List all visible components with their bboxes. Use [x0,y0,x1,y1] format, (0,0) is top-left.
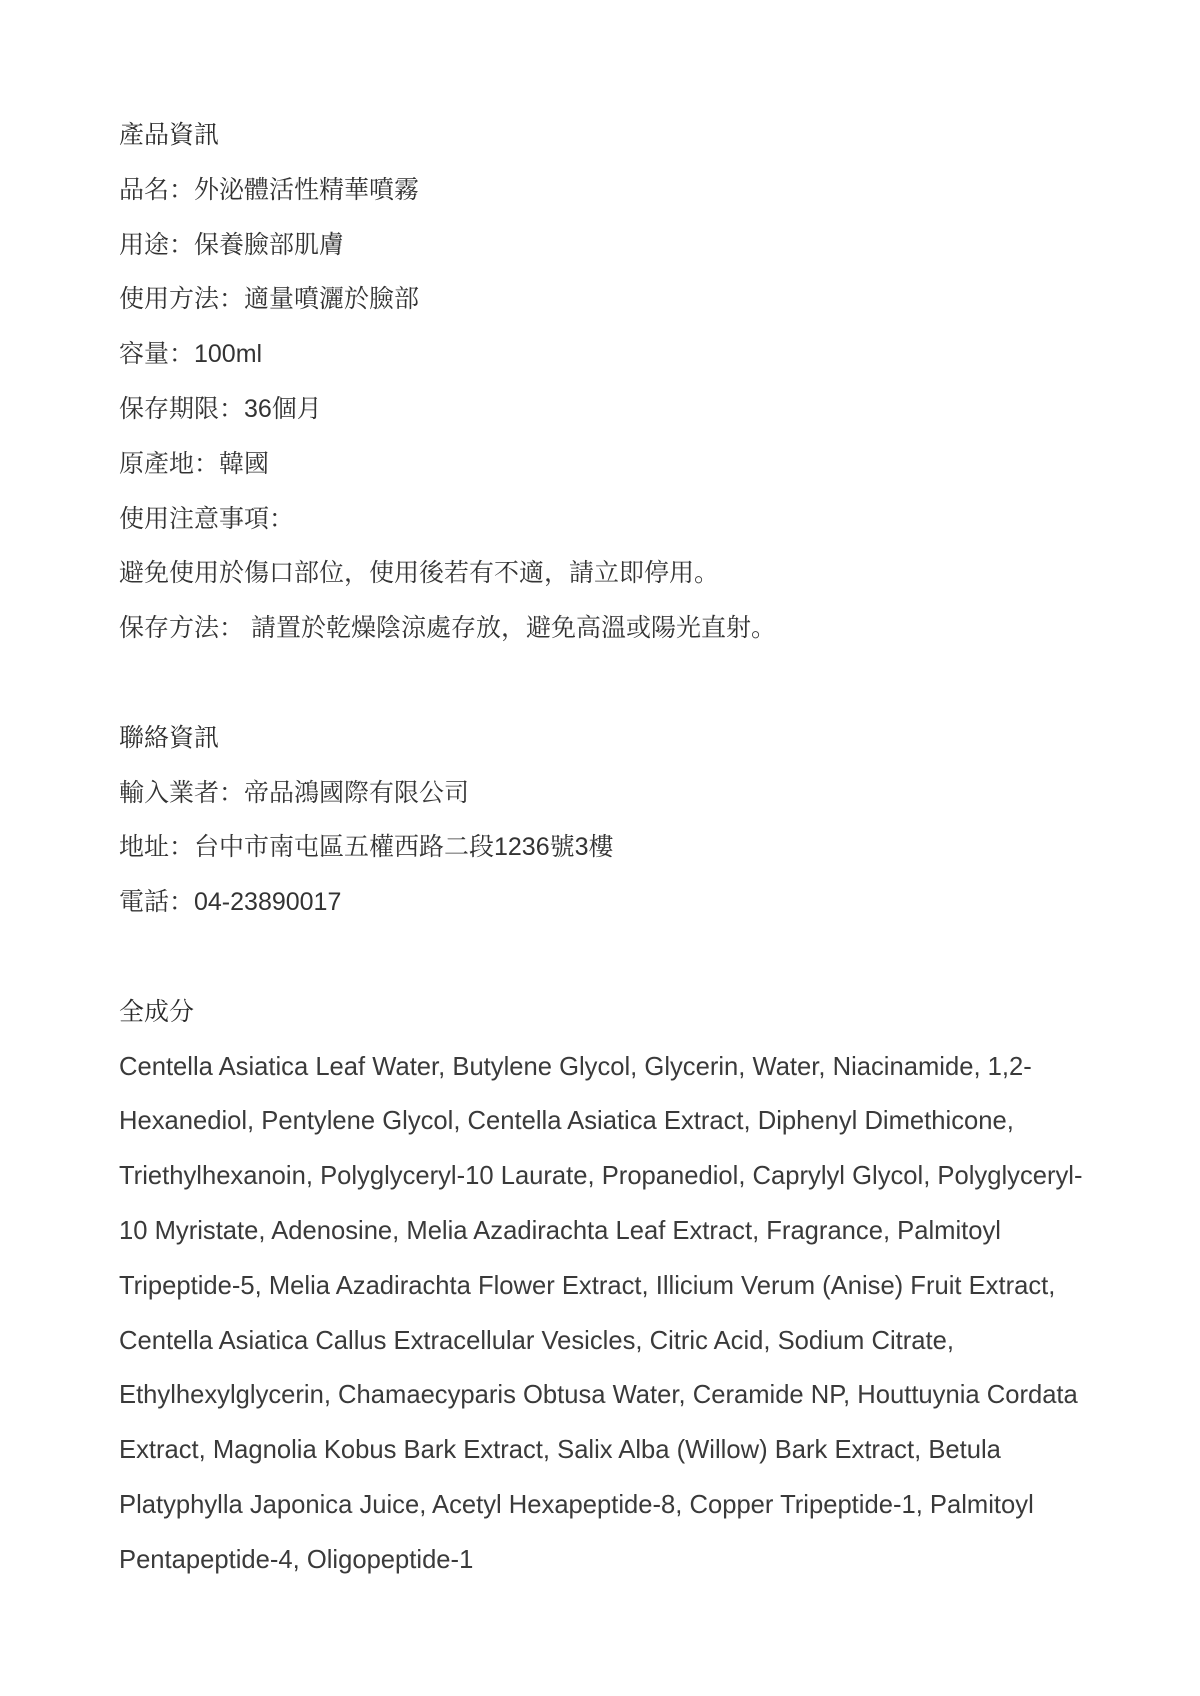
importer-line: 輸入業者：帝品鴻國際有限公司 [119,778,470,807]
storage-line: 保存方法： 請置於乾燥陰涼處存放，避免高溫或陽光直射。 [119,614,776,643]
phone-line: 電話：04-23890017 [119,888,342,917]
product-name-line: 品名：外泌體活性精華噴霧 [119,175,420,204]
directions-line: 使用方法：適量噴灑於臉部 [119,285,420,314]
ingredients-list: Centella Asiatica Leaf Water, Butylene Glycol, Glycerin, Water, Niacinamide, 1,2-Hexanediol, Pentylene Glycol, Centella Asiatica Extract, Diphenyl Dimethicone, Triethylhexanoin, Polyglyceryl-10 Laurate, Propanediol, Caprylyl Glycol, Polyglyceryl-10 Myristate, Adenosine, Melia Azadirachta Leaf Extract, Fragrance, Palmitoyl Tripeptide-5, Melia Azadirachta Flower Extract, Illicium Verum (Anise) Fruit Extract, Centella Asiatica Callus Extracellular Vesicles, Citric Acid, Sodium Citrate, Ethylhexylglycerin, Chamaecyparis Obtusa Water, Ceramide NP, Houttuynia Cordata Extract, Magnolia Kobus Bark Extract, Salix Alba (Willow) Bark Extract, Betula Platyphylla Japonica Juice, Acetyl Hexapeptide-8, Copper Tripeptide-1, Palmitoyl Pentapeptide-4, Oligopeptide-1 [119,1052,1083,1574]
origin-line: 原產地：韓國 [119,449,270,478]
volume-line: 容量：100ml [119,340,263,369]
ingredients-section [119,985,1094,1588]
section-spacer [119,656,1094,711]
product-info-section [119,108,1094,656]
ingredients-heading: 全成分 [119,997,195,1026]
address-line: 地址：台中市南屯區五權西路二段1236號3樓 [119,833,614,862]
precautions-text: 避免使用於傷口部位，使用後若有不適，請立即停用。 [119,559,720,588]
usage-line: 用途：保養臉部肌膚 [119,230,345,259]
product-info-page [119,108,1094,1588]
product-info-heading: 產品資訊 [119,121,220,149]
section-spacer [119,930,1094,985]
contact-info-heading: 聯絡資訊 [119,723,220,752]
shelf-life-line: 保存期限：36個月 [119,394,322,423]
precautions-label: 使用注意事項： [119,504,295,533]
contact-info-section [119,711,1094,930]
